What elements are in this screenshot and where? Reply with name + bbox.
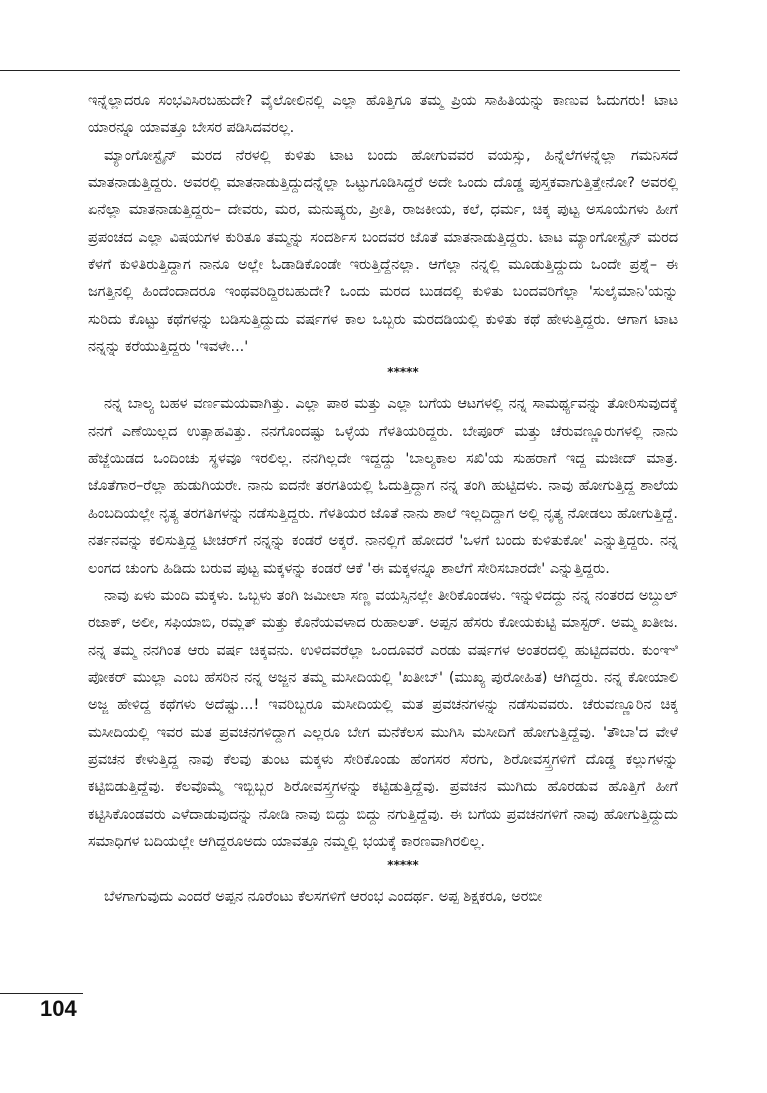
- section-separator-2: *****: [387, 858, 419, 873]
- paragraph-1: ಇನ್ನೆಲ್ಲಾದರೂ ಸಂಭವಿಸಿರಬಹುದೇ? ವೈಲೋಲಿನಲ್ಲಿ ಎಲ್ಲಾ ಹೊತ್ತಿಗೂ ತಮ್ಮ ಪ್ರಿಯ ಸಾಹಿತಿಯನ್ನು ಕಾಣುವ ಓದುಗರು! ಟಾಟ ಯಾರನ್ನೂ ಯಾವತ್ತೂ ಬೇಸರ ಪಡಿಸಿದವರಲ್ಲ.: [88, 93, 678, 137]
- paragraph-2: ಮ್ಯಾಂಗೋಸ್ಟೈನ್ ಮರದ ನೆರಳಲ್ಲಿ ಕುಳಿತು ಟಾಟ ಬಂದು ಹೋಗುವವರ ವಯಸ್ಸು, ಹಿನ್ನೆಲೆಗಳನ್ನೆಲ್ಲಾ ಗಮನಿಸದೆ ಮಾತನಾಡುತ್ತಿದ್ದರು. ಅವರಲ್ಲಿ ಮಾತನಾಡುತ್ತಿದ್ದುದನ್ನೆಲ್ಲಾ ಒಟ್ಟುಗೂಡಿಸಿದ್ದರೆ ಅದೇ ಒಂದು ದೊಡ್ಡ ಪುಸ್ತಕವಾಗುತ್ತಿತ್ತೇನೋ? ಅವರಲ್ಲಿ ಏನೆಲ್ಲಾ ಮಾತನಾಡುತ್ತಿದ್ದರು– ದೇವರು, ಮರ, ಮನುಷ್ಯರು, ಪ್ರೀತಿ, ರಾಜಕೀಯ, ಕಲೆ, ಧರ್ಮ, ಚಿಕ್ಕ ಪುಟ್ಟ ಅಸೂಯೆಗಳು ಹೀಗೆ ಪ್ರಪಂಚದ ಎಲ್ಲಾ ವಿಷಯಗಳ ಕುರಿತೂ ತಮ್ಮನ್ನು ಸಂದರ್ಶಿಸ ಬಂದವರ ಜೊತೆ ಮಾತನಾಡುತ್ತಿದ್ದರು. ಟಾಟ ಮ್ಯಾಂಗೋಸ್ಟೈನ್ ಮರದ ಕೆಳಗೆ ಕುಳಿತಿರುತ್ತಿದ್ದಾಗ ನಾನೂ ಅಲ್ಲೇ ಓಡಾಡಿಕೊಂಡೇ ಇರುತ್ತಿದ್ದೆನಲ್ಲಾ. ಆಗೆಲ್ಲಾ ನನ್ನಲ್ಲಿ ಮೂಡುತ್ತಿದ್ದುದು ಒಂದೇ ಪ್ರಶ್ನೆ– ಈ ಜಗತ್ತಿನಲ್ಲಿ ಹಿಂದೆಂದಾದರೂ ಇಂಥವರಿದ್ದಿರಬಹುದೇ? ಒಂದು ಮರದ ಬುಡದಲ್ಲಿ ಕುಳಿತು ಬಂದವರಿಗೆಲ್ಲಾ 'ಸುಲೈಮಾನಿ'ಯನ್ನು ಸುರಿದು ಕೊಟ್ಟು ಕಥೆಗಳನ್ನು ಬಡಿಸುತ್ತಿದ್ದುದು ವರ್ಷಗಳ ಕಾಲ ಒಬ್ಬರು ಮರದಡಿಯಲ್ಲಿ ಕುಳಿತು ಕಥೆ ಹೇಳುತ್ತಿದ್ದರು. ಆಗಾಗ ಟಾಟ ನನ್ನನ್ನು ಕರೆಯುತ್ತಿದ್ದರು 'ಇವಳೇ...': [88, 147, 678, 356]
- paragraph-3: ನನ್ನ ಬಾಲ್ಯ ಬಹಳ ವರ್ಣಮಯವಾಗಿತ್ತು. ಎಲ್ಲಾ ಪಾಠ ಮತ್ತು ಎಲ್ಲಾ ಬಗೆಯ ಆಟಗಳಲ್ಲಿ ನನ್ನ ಸಾಮರ್ಥ್ಯವನ್ನು ತೋರಿಸುವುದಕ್ಕೆ ನನಗೆ ಎಣೆಯಿಲ್ಲದ ಉತ್ಸಾಹವಿತ್ತು. ನನಗೊಂದಷ್ಟು ಒಳ್ಳೆಯ ಗೆಳತಿಯರಿದ್ದರು. ಬೇಪೂರ್ ಮತ್ತು ಚೆರುವಣ್ಣೂರುಗಳಲ್ಲಿ ನಾನು ಹೆಜ್ಜೆಯಿಡದ ಒಂದಿಂಚು ಸ್ಥಳವೂ ಇರಲಿಲ್ಲ. ನನಗಿಲ್ಲದೇ ಇದ್ದದ್ದು 'ಬಾಲ್ಯಕಾಲ ಸಖಿ'ಯ ಸುಹರಾಗೆ ಇದ್ದ ಮಜೀದ್ ಮಾತ್ರ. ಜೊತೆಗಾರ–ರೆಲ್ಲಾ ಹುಡುಗಿಯರೇ. ನಾನು ಐದನೇ ತರಗತಿಯಲ್ಲಿ ಓದುತ್ತಿದ್ದಾಗ ನನ್ನ ತಂಗಿ ಹುಟ್ಟಿದಳು. ನಾವು ಹೋಗುತ್ತಿದ್ದ ಶಾಲೆಯ ಹಿಂಬದಿಯಲ್ಲೇ ನೃತ್ಯ ತರಗತಿಗಳನ್ನು ನಡೆಸುತ್ತಿದ್ದರು. ಗೆಳತಿಯರ ಜೊತೆ ನಾನು ಶಾಲೆ ಇಲ್ಲದಿದ್ದಾಗ ಅಲ್ಲಿ ನೃತ್ಯ ನೋಡಲು ಹೋಗುತ್ತಿದ್ದೆ. ನರ್ತನವನ್ನು ಕಲಿಸುತ್ತಿದ್ದ ಟೀಚರ್‌ಗೆ ನನ್ನನ್ನು ಕಂಡರೆ ಅಕ್ಕರೆ. ನಾನಲ್ಲಿಗೆ ಹೋದರೆ 'ಒಳಗೆ ಬಂದು ಕುಳಿತುಕೋ' ಎನ್ನುತ್ತಿದ್ದರು. ನನ್ನ ಲಂಗದ ಚುಂಗು ಹಿಡಿದು ಬರುವ ಪುಟ್ಟ ಮಕ್ಕಳನ್ನು ಕಂಡರೆ ಆಕೆ 'ಈ ಮಕ್ಕಳನ್ನೂ ಶಾಲೆಗೆ ಸೇರಿಸಬಾರದೇ' ಎನ್ನುತ್ತಿದ್ದರು.: [88, 396, 678, 577]
- top-rule: [0, 70, 680, 71]
- section-separator-1: *****: [387, 365, 419, 380]
- page-number: 104: [40, 996, 77, 1021]
- page-number-rule: [0, 993, 83, 994]
- paragraph-5: ಬೆಳಗಾಗುವುದು ಎಂದರೆ ಅಪ್ಪನ ನೂರೆಂಟು ಕೆಲಸಗಳಿಗೆ ಆರಂಭ ಎಂದರ್ಥ. ಅಪ್ಪ ಶಿಕ್ಷಕರೂ, ಅರಬೀ: [104, 889, 543, 906]
- paragraph-4: ನಾವು ಏಳು ಮಂದಿ ಮಕ್ಕಳು. ಒಬ್ಬಳು ತಂಗಿ ಜಮೀಲಾ ಸಣ್ಣ ವಯಸ್ಸಿನಲ್ಲೇ ತೀರಿಕೊಂಡಳು. ಇನ್ನುಳಿದದ್ದು ನನ್ನ ನಂತರದ ಅಬ್ದುಲ್ ರಜಾಕ್, ಅಲೀ, ಸಫಿಯಾಬಿ, ರಮ್ಲತ್ ಮತ್ತು ಕೊನೆಯವಳಾದ ರುಹಾಲತ್. ಅಪ್ಪನ ಹೆಸರು ಕೋಯಕುಟ್ಟಿ ಮಾಸ್ಟರ್. ಅಮ್ಮ ಖತೀಜ. ನನ್ನ ತಮ್ಮ ನನಗಿಂತ ಆರು ವರ್ಷ ಚಿಕ್ಕವನು. ಉಳಿದವರೆಲ್ಲಾ ಒಂದೂವರೆ ಎರಡು ವರ್ಷಗಳ ಅಂತರದಲ್ಲಿ ಹುಟ್ಟಿದವರು. ಕುಂಞಿ ಪೋಕರ್ ಮುಲ್ಲಾ ಎಂಬ ಹೆಸರಿನ ನನ್ನ ಅಜ್ಜನ ತಮ್ಮ ಮಸೀದಿಯಲ್ಲಿ 'ಖತೀಬ್' (ಮುಖ್ಯ ಪುರೋಹಿತ) ಆಗಿದ್ದರು. ನನ್ನ ಕೋಯಾಲಿ ಅಜ್ಜ ಹೇಳಿದ್ದ ಕಥೆಗಳು ಅದೆಷ್ಟು...! ಇವರಿಬ್ಬರೂ ಮಸೀದಿಯಲ್ಲಿ ಮತ ಪ್ರವಚನಗಳನ್ನು ನಡೆಸುವವರು. ಚೆರುವಣ್ಣೂರಿನ ಚಿಕ್ಕ ಮಸೀದಿಯಲ್ಲಿ ಇವರ ಮತ ಪ್ರವಚನಗಳಿದ್ದಾಗ ಎಲ್ಲರೂ ಬೇಗ ಮನೆಕೆಲಸ ಮುಗಿಸಿ ಮಸೀದಿಗೆ ಹೋಗುತ್ತಿದ್ದೆವು. 'ತೌಬಾ'ದ ವೇಳೆ ಪ್ರವಚನ ಕೇಳುತ್ತಿದ್ದ ನಾವು ಕೆಲವು ತುಂಟ ಮಕ್ಕಳು ಸೇರಿಕೊಂಡು ಹೆಂಗಸರ ಸೆರಗು, ಶಿರೋವಸ್ತ್ರಗಳಿಗೆ ದೊಡ್ಡ ಕಲ್ಲುಗಳನ್ನು ಕಟ್ಟಿಬಿಡುತ್ತಿದ್ದೆವು. ಕೆಲವೊಮ್ಮೆ ಇಬ್ಬಿಬ್ಬರ ಶಿರೋವಸ್ತ್ರಗಳನ್ನು ಕಟ್ಟಿಡುತ್ತಿದ್ದೆವು. ಪ್ರವಚನ ಮುಗಿದು ಹೊರಡುವ ಹೊತ್ತಿಗೆ ಹೀಗೆ ಕಟ್ಟಿಸಿಕೊಂಡವರು ಎಳೆದಾಡುವುದನ್ನು ನೋಡಿ ನಾವು ಬಿದ್ದು ಬಿದ್ದು ನಗುತ್ತಿದ್ದೆವು. ಈ ಬಗೆಯ ಪ್ರವಚನಗಳಿಗೆ ನಾವು ಹೋಗುತ್ತಿದ್ದುದು ಸಮಾಧಿಗಳ ಬದಿಯಲ್ಲೇ ಆಗಿದ್ದರೂಅದು ಯಾವತ್ತೂ ನಮ್ಮಲ್ಲಿ ಭಯಕ್ಕೆ ಕಾರಣವಾಗಿರಲಿಲ್ಲ.: [88, 587, 678, 850]
- body-text: [88, 88, 678, 912]
